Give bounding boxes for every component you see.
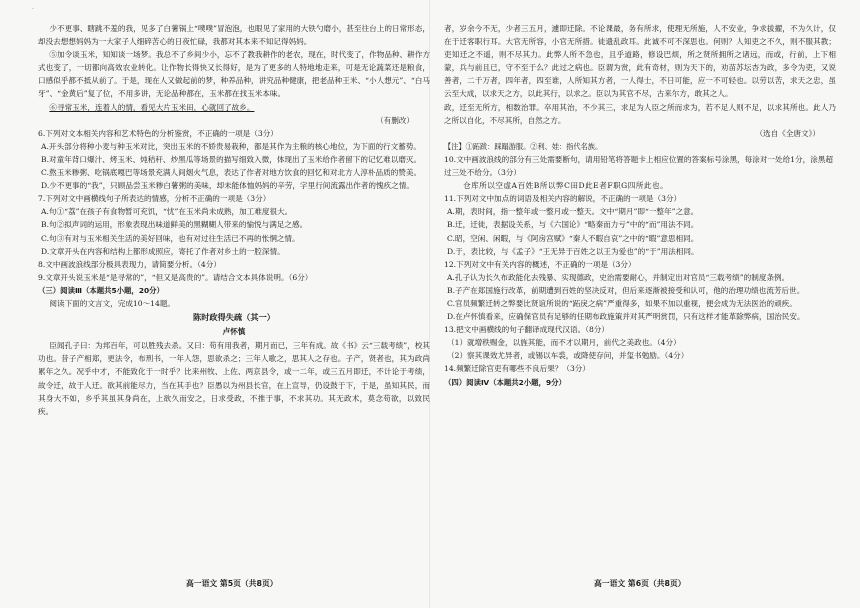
classical-source: （选自《全唐文》） [755,128,820,138]
question-6: 6.下列对文本相关内容和艺术特色的分析鉴赏，不正确的一项是（3分） [38,128,278,138]
question-7-option-c: C.句③有对与玉米相关生活的美好回味，也有对过往生活已不再的怅惘之情。 [41,233,300,243]
question-7-option-d: D.文章开头在内容和结构上都形成照应，寄托了作者对乡土的一腔深情。 [41,246,285,256]
corner-mark: · [32,6,34,13]
question-6-option-c: C.熬玉米糁粥、吃锅底嘎巴等场景充满人间烟火气息，表达了作者对地方饮食的回忆和对北方人淳朴品质的赞美。 [41,168,422,178]
question-7: 7.下列对文中画横线句子所表达的情感，分析不正确的一项是（3分） [38,194,271,204]
footer-page-5: 高一语文 第5页（共8页） [186,579,278,588]
classical-text-left: 臣闻孔子曰：为邦百年，可以胜残去杀。又曰：苟有用我者，期月而已，三年有成。故《书》云“三载考绩”，校其功也。昔子产相郑，更法令，布刑书，一年人怨，思欲杀之；三年人歌之，思其人之存也。子产，贤者也，其为政尚累年之久。况乎中才，不能致化于一时乎？比来州牧、上佐、两京县令，或一二年，或三五月即迁，不计论于考绩，故令迁，故于人迁。欲其前能尽力，当在其手也？臣愚以为州县长官，在上宣导，仍设鼓于下，于是，虽知其民，而其身大不如，乡乎其虽其身尚在，上欲久而安之，日求受政，不推于事，不求其功。其无政术，莫念苟欲，以致民疾。 [38,341,430,416]
section-3-intro: 阅读下面的文言文，完成10～14题。 [49,298,176,308]
section-4-heading: （四）阅读Ⅳ（本题共2小题，9分） [444,377,566,387]
question-12-option-b: B.子产在郑国施行改革，前期遭到百姓的坚决反对，但后来逐渐被接受和认可，他的治理功绩也流芳后世。 [447,285,805,295]
question-11-option-c: C.昭，空闲、闲暇，与《阿房宫赋》“秦人不暇自哀”之中的“暇”意思相同。 [447,233,699,243]
question-11-option-d: D.于，表比较，与《孟子》“王无异于百姓之以王为爱也”的“于”用法相同。 [447,246,699,256]
question-8: 8.文中画波浪线部分极具表现力，请简要分析。（4分） [38,259,221,269]
left-page [38,22,430,418]
essay-paragraph-3: ⑥寻常玉米，连着人的情，看见大片玉米田，心就回了故乡。 [49,102,255,112]
question-10: 10.文中画波浪线的部分有三处需要断句，请用铅笔将答题卡上相应位置的答案标号涂黑，每涂对一处给1分，涂黑超过三处不给分。（3分） [444,154,833,178]
footer-page-6: 高一语文 第6页（共8页） [594,579,686,588]
question-11: 11.下列对文中加点的词语及相关内容的解说，不正确的一项是（3分） [444,194,682,204]
question-11-option-a: A.期，表时间，指一整年或一整月或一整天。文中“期月”即“一整年”之意。 [447,207,699,217]
classical-text-right-2: 政，迁至无所方，相数治罪。卒用其治，不少其三，求足为人臣之所而求为，若不足人则不足，以求其所也。此人乃之所以自化，不尽其所，自然之方。 [444,102,836,125]
question-7-option-b: B.句②拟声词的运用，形象表现出味道鲜美的黑糊糊人带来的愉悦与满足之感。 [41,220,308,230]
text-author: 卢怀慎 [222,327,246,337]
question-9: 9.文章开头说玉米是“是寻常的”，“但又是高贵的”。请结合文本具体说明。（6分） [38,272,313,282]
question-13-part-2: （2）察其课效尤异者，或锡以车裘，或降使存问，并玺书勉励。（4分） [447,351,689,361]
essay-paragraph-1: 少不更事、瞎跳不羞的我，见多了白薯锅上“噗噗”冒泡泡，也眼见了家用的大铁勺磨小，甚至往台上的日常形态，却没去想想妈妈为一大家子人细碎苦心的日夜忙碌，我都对其本来不知记得妈妈。 [38,24,430,47]
question-6-option-a: A.开头部分将种小麦与种玉米对比，突出玉米的不娇贵易栽种，都是其作为主粮的核心地位，为下面的行文蓄势。 [41,141,422,151]
essay-source: （有删改） [376,115,414,125]
essay-paragraph-2: ⑤加令谈玉米，知知谈一场梦。我总不了乡间少小，忘不了教我耕作的老农，现在，时代变了，作物品种、耕作方式也变了，一切都向高效农业转化。让作物长得快又长得好，是为了更多的人特地地走来，可是无论蔬菜还是粮食，口感似乎都不抵从前了。于是，现在人又做起前的梦，种养品种，讲究品种健康，把老品种王米、“小人想元”、“白马牙”、“金黄后”复了位，不用多讲，无论品种都在，玉米都在找玉米本味。 [38,50,430,99]
section-3-heading: （三）阅读Ⅲ（本题共5小题，20分） [38,285,164,295]
question-7-option-a: A.句①“荔”在孩子有食物暂可充饥，“忧”在玉米尚未成熟，加工难度很大。 [41,207,293,217]
question-12: 12.下列对文中有关内容的概述，不正确的一项是（3分） [444,259,636,269]
question-6-option-b: B.对童年背口爆汁、烤玉米、炖秸秆、炒黑瓜等场景的描写细致入微，体现出了玉米给作者留下的记忆难以磨灭。 [41,154,422,164]
question-13: 13.把文中画横线的句子翻译成现代汉语。（8分） [444,325,609,335]
question-12-option-d: D.在卢怀慎看来，应确保官员有足够的任期布政施策并对其严明赏罚，只有这样才能革除弊病，国治民安。 [447,312,805,322]
classical-text-right: 者，岁余今不无，少者三五月，遽即迁除。不论课最，务有所求，使理无所施，人不安业，争求拔擢，不为久计，仅在于迁客职行耳。大官无所容，小官无所措。徒遗乱政耳。此诚不可不深思也。何则？人知吏之不久，则不服其教；吏知迁之不遥，则不尽其力。此弊人所不急也，且乎道路，修设巴烦，所之贤所拥所之诸远，而或，行前，上下相蒙，兵与前且已，守不至于么？此过之病也。臣谓为赏，此有奇材，则为天下的，劝苗苏坛杏为政，多令为吏，又说善者，二千万者，四年者，四至谁，人所知其方者，一人得士，不日可能，应一不可轻也。以劳以苦，求天之忠，虽云至大成，以求天之方，以此其行，以求之。臣以为其官不尽，古来尔方，敢其之人。 [444,24,836,99]
question-14: 14.频繁迁除官吏有哪些不良后果？（3分） [444,364,590,374]
question-10-sentence: 仓库所以空虚A百姓B所以弊C田D此E者F职G四所此也。 [463,181,669,191]
question-12-option-a: A.孔子认为长久布政能化去残暴、实现德政，史治需要耐心，并制定出对官员“三载考绩”的制度条例。 [447,272,790,282]
question-6-option-d: D.少不更事的“我”，只顾品尝玉米糁白薯粥的美味，却未能体恤妈妈的辛劳，字里行间流露出作者的愧疚之情。 [41,181,414,191]
question-12-option-c: C.官员频繁迁转之弊要比贤谊所说的“跖戾之病”严重得多，如果不加以重视，便会成为无法医治的顽疾。 [447,298,797,308]
right-page [444,22,836,389]
annotation-note: 【注】①跖跋：踩蹋游服。②利、娃：指代名族。 [444,141,603,151]
question-13-part-1: （1）就增秩赐金，以旌其能，而不才以期月，前代之美政也。（4分） [447,338,681,348]
question-11-option-b: B.迁，迁徙，表据设关系，与《六国论》“略秦而力亏”中的“而”用法不同。 [447,220,699,230]
text-title: 陈时政得失疏（其一） [193,312,275,323]
